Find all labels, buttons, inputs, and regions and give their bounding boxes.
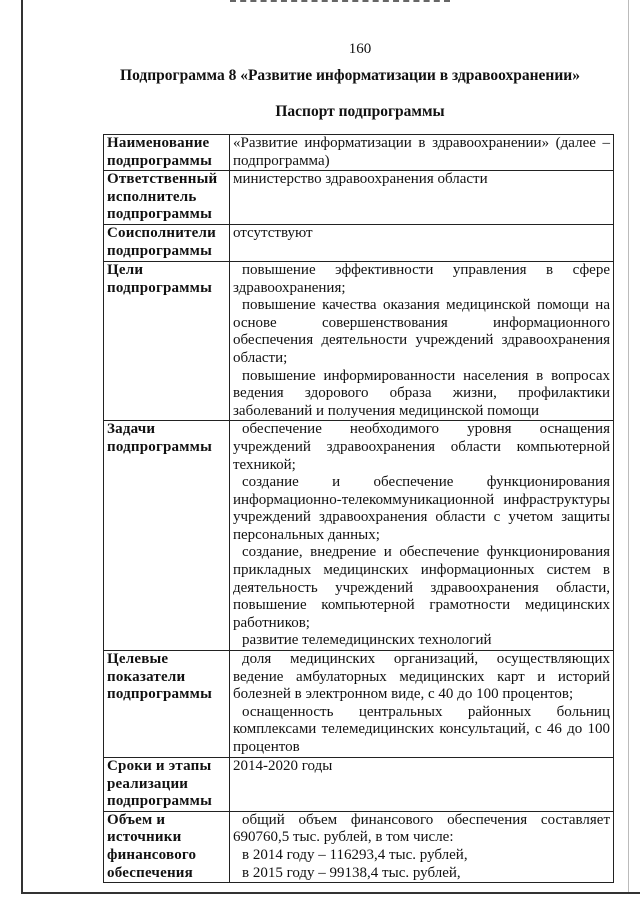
paragraph: «Развитие информатизации в здравоохранении» (далее – подпрограмма) [233, 135, 610, 169]
row-value [230, 171, 614, 225]
row-value [230, 651, 614, 758]
paragraph: 2014-2020 годы [233, 758, 333, 775]
paragraph: отсутствуют [233, 224, 313, 241]
table-row [104, 811, 614, 882]
paragraph: общий объем финансового обеспечения составляет 690760,5 тыс. рублей, в том числе: [233, 811, 610, 846]
row-label: Соисполнители подпрограммы [104, 224, 230, 261]
paragraph: в 2015 году – 99138,4 тыс. рублей, [242, 864, 461, 881]
paragraph: повышение информированности населения в вопросах ведения здорового образа жизни, профилактики заболеваний и получения медицинской помощи [233, 367, 610, 419]
row-label: Ответственный исполнитель подпрограммы [104, 171, 230, 225]
table-row [104, 758, 614, 812]
page-border-right [628, 0, 629, 893]
row-value [230, 224, 614, 261]
table-row [104, 261, 614, 420]
paragraph: оснащенность центральных районных больниц комплексами телемедицинских консультаций, с 46 до 100 процентов [233, 703, 610, 755]
table-row [104, 171, 614, 225]
document-subtitle: Паспорт подпрограммы [275, 103, 445, 120]
page-border-bottom [21, 892, 640, 894]
row-label: Целевые показатели подпрограммы [104, 651, 230, 758]
paragraph: министерство здравоохранения области [233, 171, 488, 188]
scan-artifact [230, 0, 450, 4]
table-row [104, 421, 614, 651]
page-border-left [21, 0, 23, 893]
paragraph: повышение качества оказания медицинской помощи на основе совершенствования информационного обеспечения деятельности учреждений здравоохранения области; [233, 297, 610, 366]
table-row [104, 651, 614, 758]
row-value [230, 421, 614, 651]
document-title: Подпрограмма 8 «Развитие информатизации в здравоохранении» [120, 67, 580, 84]
table-row [104, 135, 614, 171]
row-label: Объем и источники финансового обеспечения [104, 811, 230, 882]
paragraph: повышение эффективности управления в сфере здравоохранения; [233, 261, 610, 296]
table-row [104, 224, 614, 261]
row-value [230, 758, 614, 812]
page-number: 160 [348, 41, 372, 57]
paragraph: обеспечение необходимого уровня оснащения учреждений здравоохранения области компьютерной техникой; [233, 421, 610, 473]
paragraph: создание, внедрение и обеспечение функционирования прикладных медицинских информационных систем в деятельность учреждений здравоохранения области, повышение компьютерной грамотности медицинских работников; [233, 544, 610, 631]
row-label: Наименование подпрограммы [104, 135, 230, 171]
paragraph: доля медицинских организаций, осуществляющих ведение амбулаторных медицинских карт и историй болезней в электронном виде, с 40 до 100 процентов; [233, 651, 610, 703]
row-value [230, 811, 614, 882]
row-label: Сроки и этапы реализации подпрограммы [104, 758, 230, 812]
row-value [230, 135, 614, 171]
row-label: Цели подпрограммы [104, 261, 230, 420]
row-label: Задачи подпрограммы [104, 421, 230, 651]
paragraph: в 2014 году – 116293,4 тыс. рублей, [242, 847, 468, 863]
paragraph: развитие телемедицинских технологий [242, 632, 492, 649]
row-value [230, 261, 614, 420]
paragraph: создание и обеспечение функционирования информационно-телекоммуникационной инфраструктуры учреждений здравоохранения области с учетом защиты персональных данных; [233, 474, 610, 543]
passport-table [103, 134, 614, 883]
